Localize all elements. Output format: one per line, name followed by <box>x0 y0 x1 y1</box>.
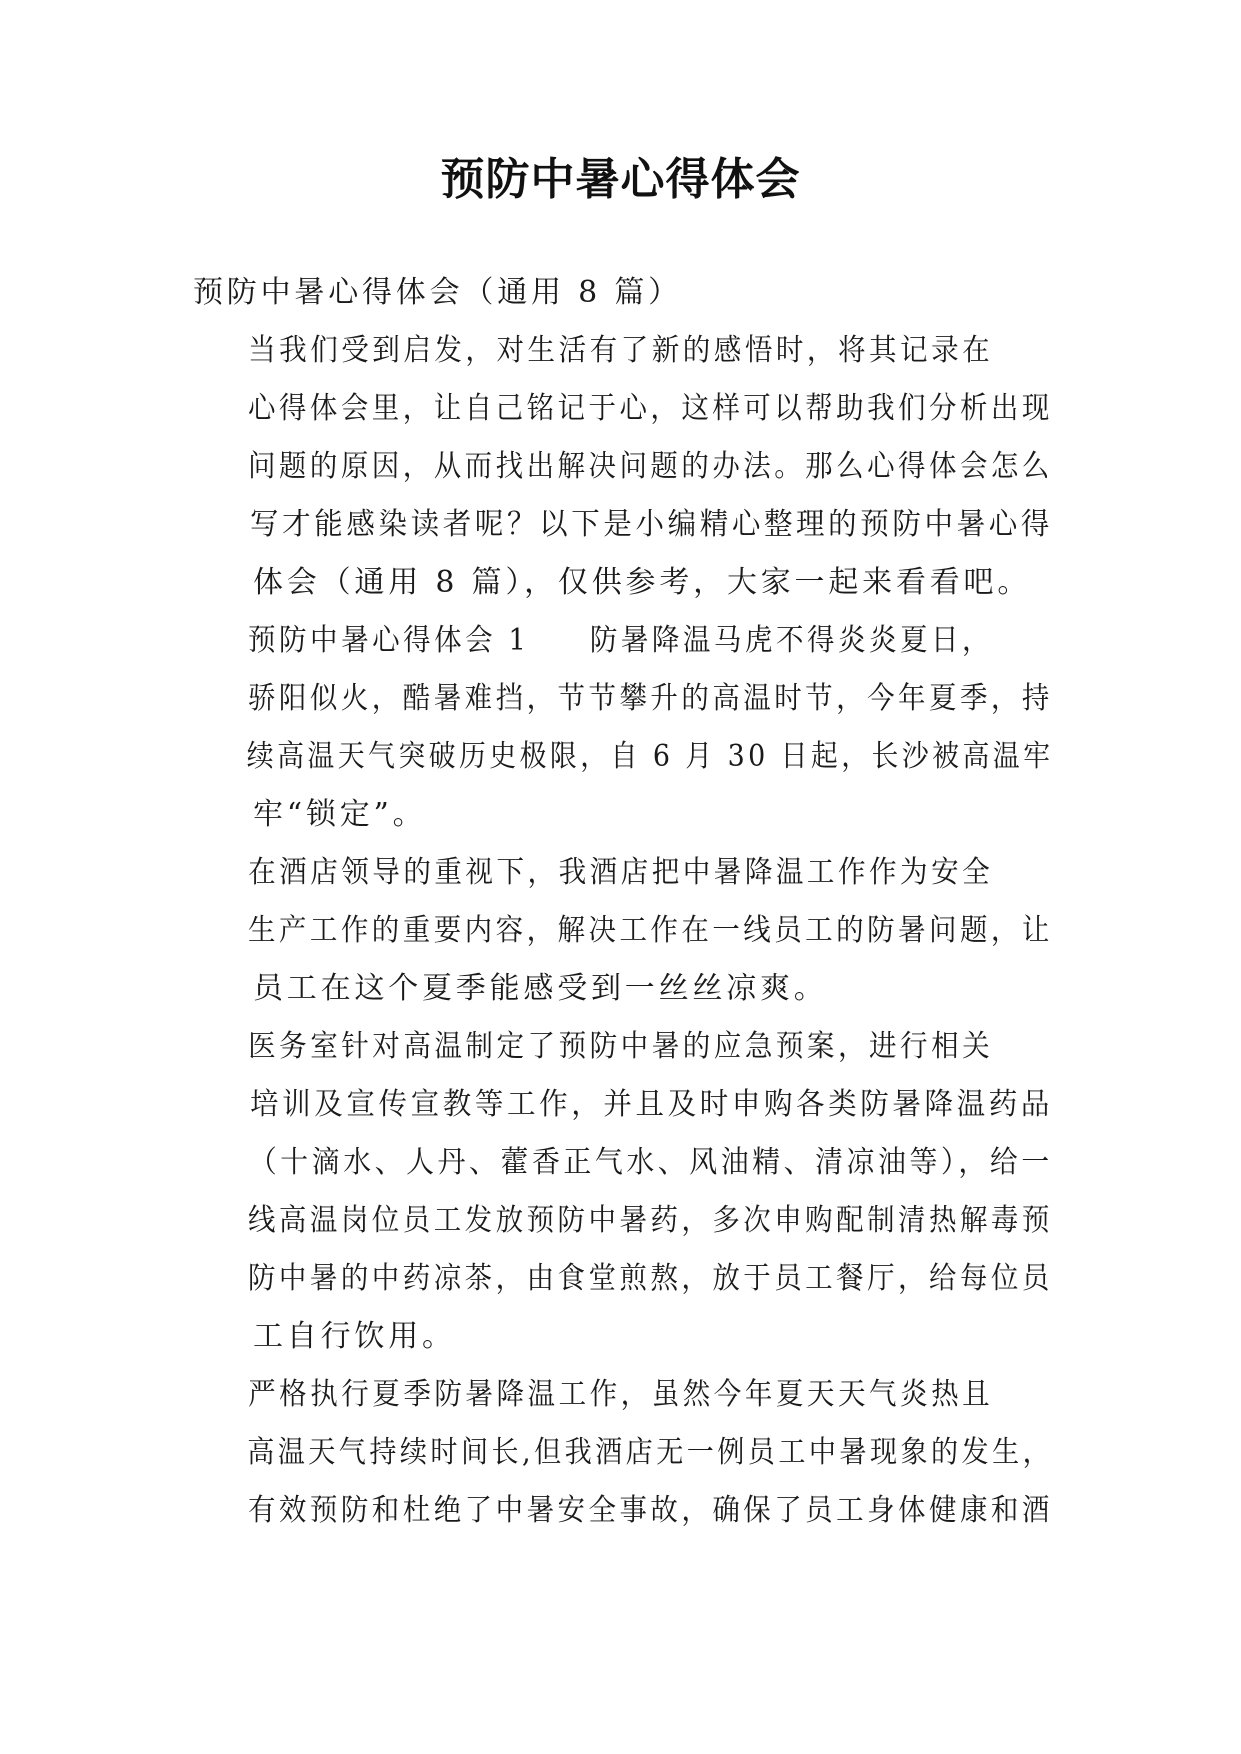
paragraph-line: 医务室针对高温制定了预防中暑的应急预案，进行相关 <box>248 1029 994 1064</box>
document-title: 预防中暑心得体会 <box>440 154 801 205</box>
paragraph-line: 线高温岗位员工发放预防中暑药，多次申购配制清热解毒预 <box>247 1203 1053 1238</box>
paragraph-execution <box>193 1366 1053 1540</box>
paragraph-line: 防中暑的中药凉茶，由食堂煎熬，放于员工餐厅，给每位员 <box>247 1261 1053 1296</box>
paragraph-line: 高温天气持续时间长,但我酒店无一例员工中暑现象的发生， <box>247 1435 1054 1470</box>
paragraph-line: 体会（通用 8 篇），仅供参考，大家一起来看看吧。 <box>253 565 1032 600</box>
paragraph-line: 员工在这个夏季能感受到一丝丝凉爽。 <box>253 971 828 1006</box>
paragraph-line: 在酒店领导的重视下，我酒店把中暑降温工作作为安全 <box>248 855 994 890</box>
paragraph-line: 骄阳似火，酷暑难挡，节节攀升的高温时节，今年夏季，持 <box>247 681 1053 716</box>
paragraph-line: 当我们受到启发，对生活有了新的感悟时，将其记录在 <box>248 333 994 368</box>
paragraph-line: 写才能感染读者呢？以下是小编精心整理的预防中暑心得 <box>250 507 1054 542</box>
paragraph-section-1 <box>193 612 1053 844</box>
document-body <box>193 264 1053 1540</box>
paragraph-line: 续高温天气突破历史极限，自 6 月 30 日起，长沙被高温牢 <box>246 739 1054 774</box>
paragraph-clinic <box>193 1018 1053 1366</box>
paragraph-leadership <box>193 844 1053 1018</box>
section-lead-text: 防暑降温马虎不得炎炎夏日， <box>589 623 994 658</box>
section-heading: 预防中暑心得体会 1 <box>248 623 530 658</box>
paragraph-line: 问题的原因，从而找出解决问题的办法。那么心得体会怎么 <box>247 449 1053 484</box>
paragraph-line: 有效预防和杜绝了中暑安全事故，确保了员工身体健康和酒 <box>247 1493 1053 1528</box>
paragraph-line: 工自行饮用。 <box>253 1319 456 1354</box>
document-subtitle: 预防中暑心得体会（通用 8 篇） <box>193 275 682 310</box>
paragraph-intro <box>193 322 1053 612</box>
paragraph-line: 心得体会里，让自己铭记于心，这样可以帮助我们分析出现 <box>247 391 1053 426</box>
paragraph-line: （十滴水、人丹、藿香正气水、风油精、清凉油等），给一 <box>248 1145 1053 1180</box>
paragraph-line <box>193 612 994 670</box>
paragraph-line: 严格执行夏季防暑降温工作，虽然今年夏天天气炎热且 <box>248 1377 994 1412</box>
paragraph-line: 牢“锁定”。 <box>253 797 427 832</box>
paragraph-line: 生产工作的重要内容，解决工作在一线员工的防暑问题，让 <box>247 913 1053 948</box>
paragraph-line: 培训及宣传宣教等工作，并且及时申购各类防暑降温药品 <box>250 1087 1054 1122</box>
